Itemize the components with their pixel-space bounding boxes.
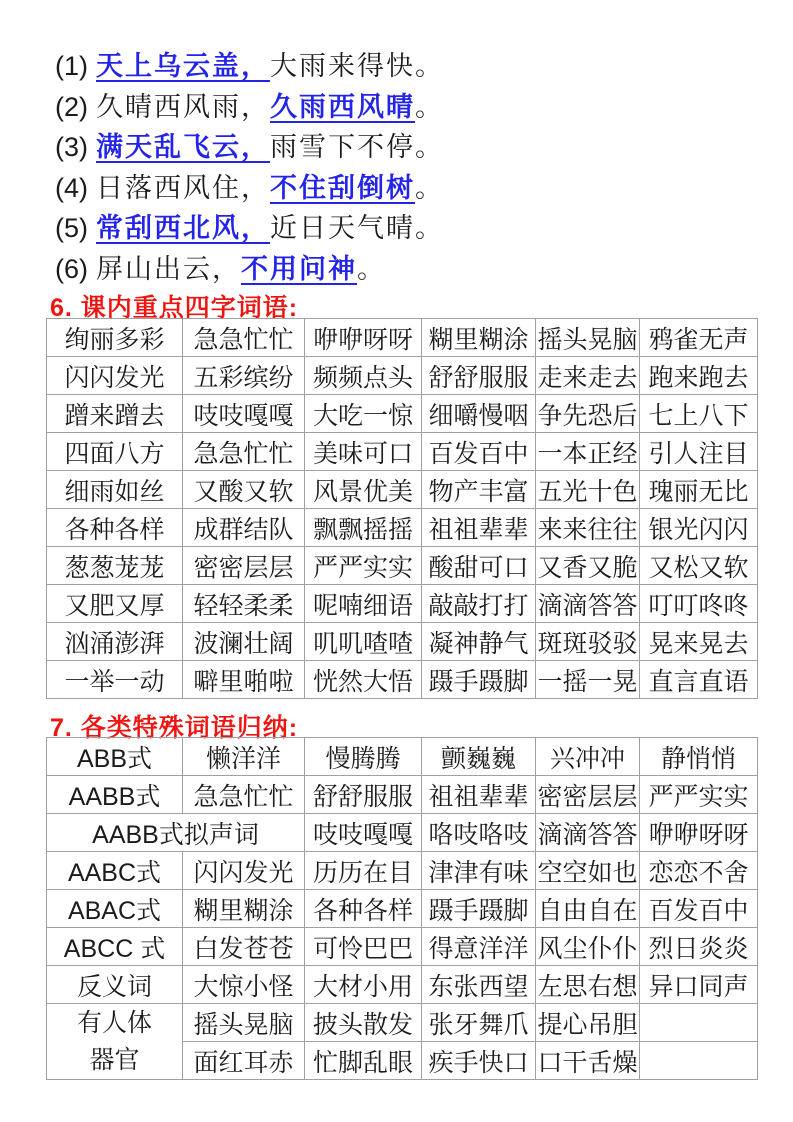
word-cell: 恍然大悟 [305, 661, 422, 699]
table-row [47, 585, 758, 623]
word-cell: 疾手快口 [422, 1042, 536, 1080]
word-cell: 物产丰富 [422, 471, 536, 509]
word-cell: 异口同声 [640, 966, 758, 1004]
word-cell: 引人注目 [640, 433, 758, 471]
word-cell: 历历在目 [305, 852, 422, 890]
word-cell: 各种各样 [305, 890, 422, 928]
word-cell: 轻轻柔柔 [183, 585, 305, 623]
proverb-number: (2) [55, 91, 88, 122]
word-cell: 口干舌燥 [536, 1042, 640, 1080]
word-cell: 吱吱嘎嘎 [305, 814, 422, 852]
word-cell: 舒舒服服 [422, 357, 536, 395]
proverb-key-phrase: 不住刮倒树 [270, 172, 415, 203]
word-cell: 频频点头 [305, 357, 422, 395]
word-cell: 左思右想 [536, 966, 640, 1004]
proverb-item [55, 87, 444, 128]
word-cell: 五光十色 [536, 471, 640, 509]
word-cell: 严严实实 [305, 547, 422, 585]
table-row [47, 433, 758, 471]
proverb-key-phrase: 不用问神 [241, 253, 357, 284]
word-cell: 又肥又厚 [47, 585, 183, 623]
word-cell: 恋恋不舍 [640, 852, 758, 890]
table-row [47, 509, 758, 547]
word-cell: 葱葱茏茏 [47, 547, 183, 585]
word-cell: 一摇一晃 [536, 661, 640, 699]
special-words-table [46, 737, 758, 1080]
word-cell: 得意洋洋 [422, 928, 536, 966]
key-words-table [46, 318, 758, 699]
category-cell: ABAC式 [47, 890, 183, 928]
word-cell: 密密层层 [183, 547, 305, 585]
word-cell: 酸甜可口 [422, 547, 536, 585]
proverb-item [55, 46, 444, 87]
word-cell: 五彩缤纷 [183, 357, 305, 395]
table-row [47, 966, 758, 1004]
category-cell: AABB式拟声词 [47, 814, 305, 852]
word-cell: 咯吱咯吱 [422, 814, 536, 852]
section-6-heading: 6. 课内重点四字词语: [50, 294, 299, 322]
proverb-text: 雨雪下不停。 [270, 132, 444, 162]
word-cell: 斑斑驳驳 [536, 623, 640, 661]
word-cell: 兴冲冲 [536, 738, 640, 776]
word-cell: 静悄悄 [640, 738, 758, 776]
word-cell: 大吃一惊 [305, 395, 422, 433]
table-row [47, 928, 758, 966]
word-cell: 直言直语 [640, 661, 758, 699]
word-cell: 大惊小怪 [183, 966, 305, 1004]
word-cell: 细雨如丝 [47, 471, 183, 509]
word-cell: 蹑手蹑脚 [422, 661, 536, 699]
word-cell: 闪闪发光 [183, 852, 305, 890]
word-cell: 东张西望 [422, 966, 536, 1004]
table-row [47, 1004, 758, 1042]
word-cell: 空空如也 [536, 852, 640, 890]
word-cell: 百发百中 [640, 890, 758, 928]
proverb-text: 近日天气晴。 [270, 213, 444, 243]
table-row [47, 395, 758, 433]
word-cell: 祖祖辈辈 [422, 509, 536, 547]
word-cell: 飘飘摇摇 [305, 509, 422, 547]
word-cell: 忙脚乱眼 [305, 1042, 422, 1080]
proverb-item [55, 168, 444, 209]
word-cell: 又酸又软 [183, 471, 305, 509]
proverb-text: 大雨来得快。 [270, 51, 444, 81]
word-cell-empty [640, 1042, 758, 1080]
word-cell: 密密层层 [536, 776, 640, 814]
proverb-text: 屏山出云， [96, 253, 241, 284]
word-cell: 烈日炎炎 [640, 928, 758, 966]
table-row [47, 319, 758, 357]
proverb-number: (6) [55, 253, 88, 284]
category-cell: ABCC 式 [47, 928, 183, 966]
proverb-number: (3) [55, 132, 88, 162]
section-7-heading: 7. 各类特殊词语归纳: [50, 714, 299, 742]
proverb-list [55, 46, 444, 289]
word-cell: 一本正经 [536, 433, 640, 471]
proverb-key-phrase: 满天乱飞云， [96, 132, 270, 162]
proverb-key-phrase: 久雨西风晴 [270, 91, 415, 122]
proverb-key-phrase: 常刮西北风， [96, 213, 270, 243]
word-cell: 细嚼慢咽 [422, 395, 536, 433]
word-cell: 吱吱嘎嘎 [183, 395, 305, 433]
word-cell: 摇头晃脑 [536, 319, 640, 357]
table-row [47, 852, 758, 890]
word-cell: 凝神静气 [422, 623, 536, 661]
word-cell: 慢腾腾 [305, 738, 422, 776]
word-cell: 自由自在 [536, 890, 640, 928]
word-cell: 晃来晃去 [640, 623, 758, 661]
proverb-number: (5) [55, 213, 88, 243]
word-cell: 可怜巴巴 [305, 928, 422, 966]
word-cell: 四面八方 [47, 433, 183, 471]
word-cell: 糊里糊涂 [183, 890, 305, 928]
word-cell: 颤巍巍 [422, 738, 536, 776]
word-cell: 美味可口 [305, 433, 422, 471]
word-cell: 急急忙忙 [183, 433, 305, 471]
category-line: 器官 [89, 1045, 140, 1074]
category-cell [47, 1004, 183, 1080]
category-line: 有人体 [76, 1008, 152, 1037]
word-cell: 急急忙忙 [183, 319, 305, 357]
proverb-item [55, 208, 444, 249]
word-cell: 蹑手蹑脚 [422, 890, 536, 928]
word-cell: 又松又软 [640, 547, 758, 585]
word-cell: 滴滴答答 [536, 814, 640, 852]
word-cell: 滴滴答答 [536, 585, 640, 623]
word-cell: 张牙舞爪 [422, 1004, 536, 1042]
word-cell: 白发苍苍 [183, 928, 305, 966]
word-cell: 风尘仆仆 [536, 928, 640, 966]
word-cell: 严严实实 [640, 776, 758, 814]
table-row [47, 661, 758, 699]
word-cell: 绚丽多彩 [47, 319, 183, 357]
proverb-key-phrase: 天上乌云盖， [96, 51, 270, 81]
proverb-text: 。 [415, 172, 444, 203]
word-cell: 敲敲打打 [422, 585, 536, 623]
word-cell: 摇头晃脑 [183, 1004, 305, 1042]
table-row [47, 776, 758, 814]
table-row [47, 623, 758, 661]
word-cell: 呢喃细语 [305, 585, 422, 623]
proverb-text: 。 [415, 91, 444, 122]
word-cell: 蹭来蹭去 [47, 395, 183, 433]
word-cell: 鸦雀无声 [640, 319, 758, 357]
category-cell: 反义词 [47, 966, 183, 1004]
word-cell: 叽叽喳喳 [305, 623, 422, 661]
word-cell: 面红耳赤 [183, 1042, 305, 1080]
table-row [47, 738, 758, 776]
word-cell: 舒舒服服 [305, 776, 422, 814]
table-row [47, 814, 758, 852]
word-cell: 闪闪发光 [47, 357, 183, 395]
word-cell: 波澜壮阔 [183, 623, 305, 661]
word-cell: 各种各样 [47, 509, 183, 547]
word-cell: 披头散发 [305, 1004, 422, 1042]
proverb-item [55, 127, 444, 168]
word-cell: 一举一动 [47, 661, 183, 699]
word-cell-empty [640, 1004, 758, 1042]
proverb-text: 日落西风住， [96, 172, 270, 203]
word-cell: 成群结队 [183, 509, 305, 547]
word-cell: 汹涌澎湃 [47, 623, 183, 661]
table-row [47, 357, 758, 395]
word-cell: 银光闪闪 [640, 509, 758, 547]
word-cell: 急急忙忙 [183, 776, 305, 814]
word-cell: 糊里糊涂 [422, 319, 536, 357]
word-cell: 风景优美 [305, 471, 422, 509]
word-cell: 祖祖辈辈 [422, 776, 536, 814]
word-cell: 提心吊胆 [536, 1004, 640, 1042]
word-cell: 跑来跑去 [640, 357, 758, 395]
word-cell: 争先恐后 [536, 395, 640, 433]
proverb-number: (1) [55, 51, 88, 81]
proverb-number: (4) [55, 172, 88, 203]
table-row [47, 547, 758, 585]
word-cell: 懒洋洋 [183, 738, 305, 776]
word-cell: 七上八下 [640, 395, 758, 433]
word-cell: 走来走去 [536, 357, 640, 395]
word-cell: 瑰丽无比 [640, 471, 758, 509]
word-cell: 咿咿呀呀 [305, 319, 422, 357]
table-row [47, 471, 758, 509]
word-cell: 叮叮咚咚 [640, 585, 758, 623]
word-cell: 来来往往 [536, 509, 640, 547]
word-cell: 噼里啪啦 [183, 661, 305, 699]
proverb-text: 久晴西风雨， [96, 91, 270, 122]
category-cell: ABB式 [47, 738, 183, 776]
word-cell: 咿咿呀呀 [640, 814, 758, 852]
table-row [47, 890, 758, 928]
category-cell: AABB式 [47, 776, 183, 814]
word-cell: 又香又脆 [536, 547, 640, 585]
proverb-text: 。 [357, 253, 386, 284]
word-cell: 百发百中 [422, 433, 536, 471]
proverb-item [55, 249, 444, 290]
word-cell: 津津有味 [422, 852, 536, 890]
word-cell: 大材小用 [305, 966, 422, 1004]
category-cell: AABC式 [47, 852, 183, 890]
